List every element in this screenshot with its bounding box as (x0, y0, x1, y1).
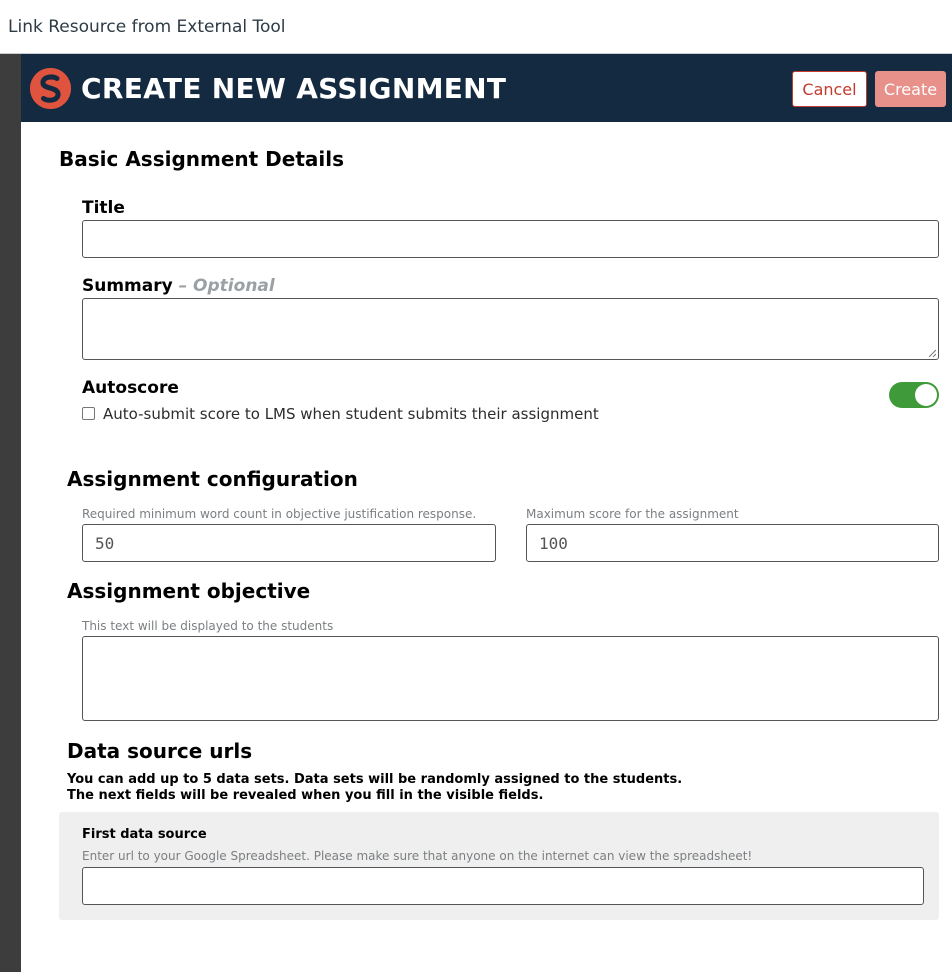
autosubmit-label: Auto-submit score to LMS when student submits their assignment (103, 405, 599, 423)
first-datasource-panel (59, 812, 939, 920)
tool-frame (21, 54, 952, 972)
max-score-input[interactable]: 100 (526, 524, 939, 562)
first-datasource-input[interactable] (82, 867, 924, 905)
cancel-button[interactable]: Cancel (792, 71, 867, 107)
objective-textarea[interactable] (82, 636, 939, 721)
autoscore-label: Autoscore (82, 378, 179, 398)
s-logo-icon (30, 68, 71, 109)
toggle-knob (915, 384, 937, 406)
objective-hint: This text will be displayed to the students (82, 619, 334, 633)
autosubmit-checkbox[interactable] (82, 407, 95, 420)
first-datasource-label: First data source (82, 827, 207, 842)
config-heading: Assignment configuration (67, 467, 358, 491)
modal-title: Link Resource from External Tool (8, 16, 286, 37)
modal-title-bar (0, 0, 952, 54)
summary-textarea[interactable] (82, 298, 939, 360)
summary-label: Summary (82, 276, 173, 296)
title-label: Title (82, 198, 125, 218)
max-score-label: Maximum score for the assignment (526, 507, 739, 521)
summary-label-row (82, 276, 275, 296)
summary-optional-label: – Optional (178, 276, 275, 296)
resize-grip-icon[interactable] (928, 349, 936, 357)
basic-details-heading: Basic Assignment Details (59, 147, 345, 171)
min-words-label: Required minimum word count in objective justification response. (82, 507, 477, 521)
autoscore-toggle[interactable] (889, 382, 939, 408)
page-title: CREATE NEW ASSIGNMENT (81, 72, 507, 105)
first-datasource-hint: Enter url to your Google Spreadsheet. Please make sure that anyone on the internet can view the spreadsheet! (82, 849, 753, 863)
title-input[interactable] (82, 220, 939, 258)
datasources-note-1: You can add up to 5 data sets. Data sets will be randomly assigned to the students. (67, 772, 683, 787)
create-button[interactable]: Create (875, 71, 946, 107)
datasources-note-2: The next fields will be revealed when you fill in the visible fields. (67, 788, 544, 803)
left-side-strip (0, 54, 21, 972)
datasources-heading: Data source urls (67, 739, 253, 763)
min-words-input[interactable]: 50 (82, 524, 496, 562)
app-header (21, 54, 952, 122)
objective-heading: Assignment objective (67, 579, 311, 603)
